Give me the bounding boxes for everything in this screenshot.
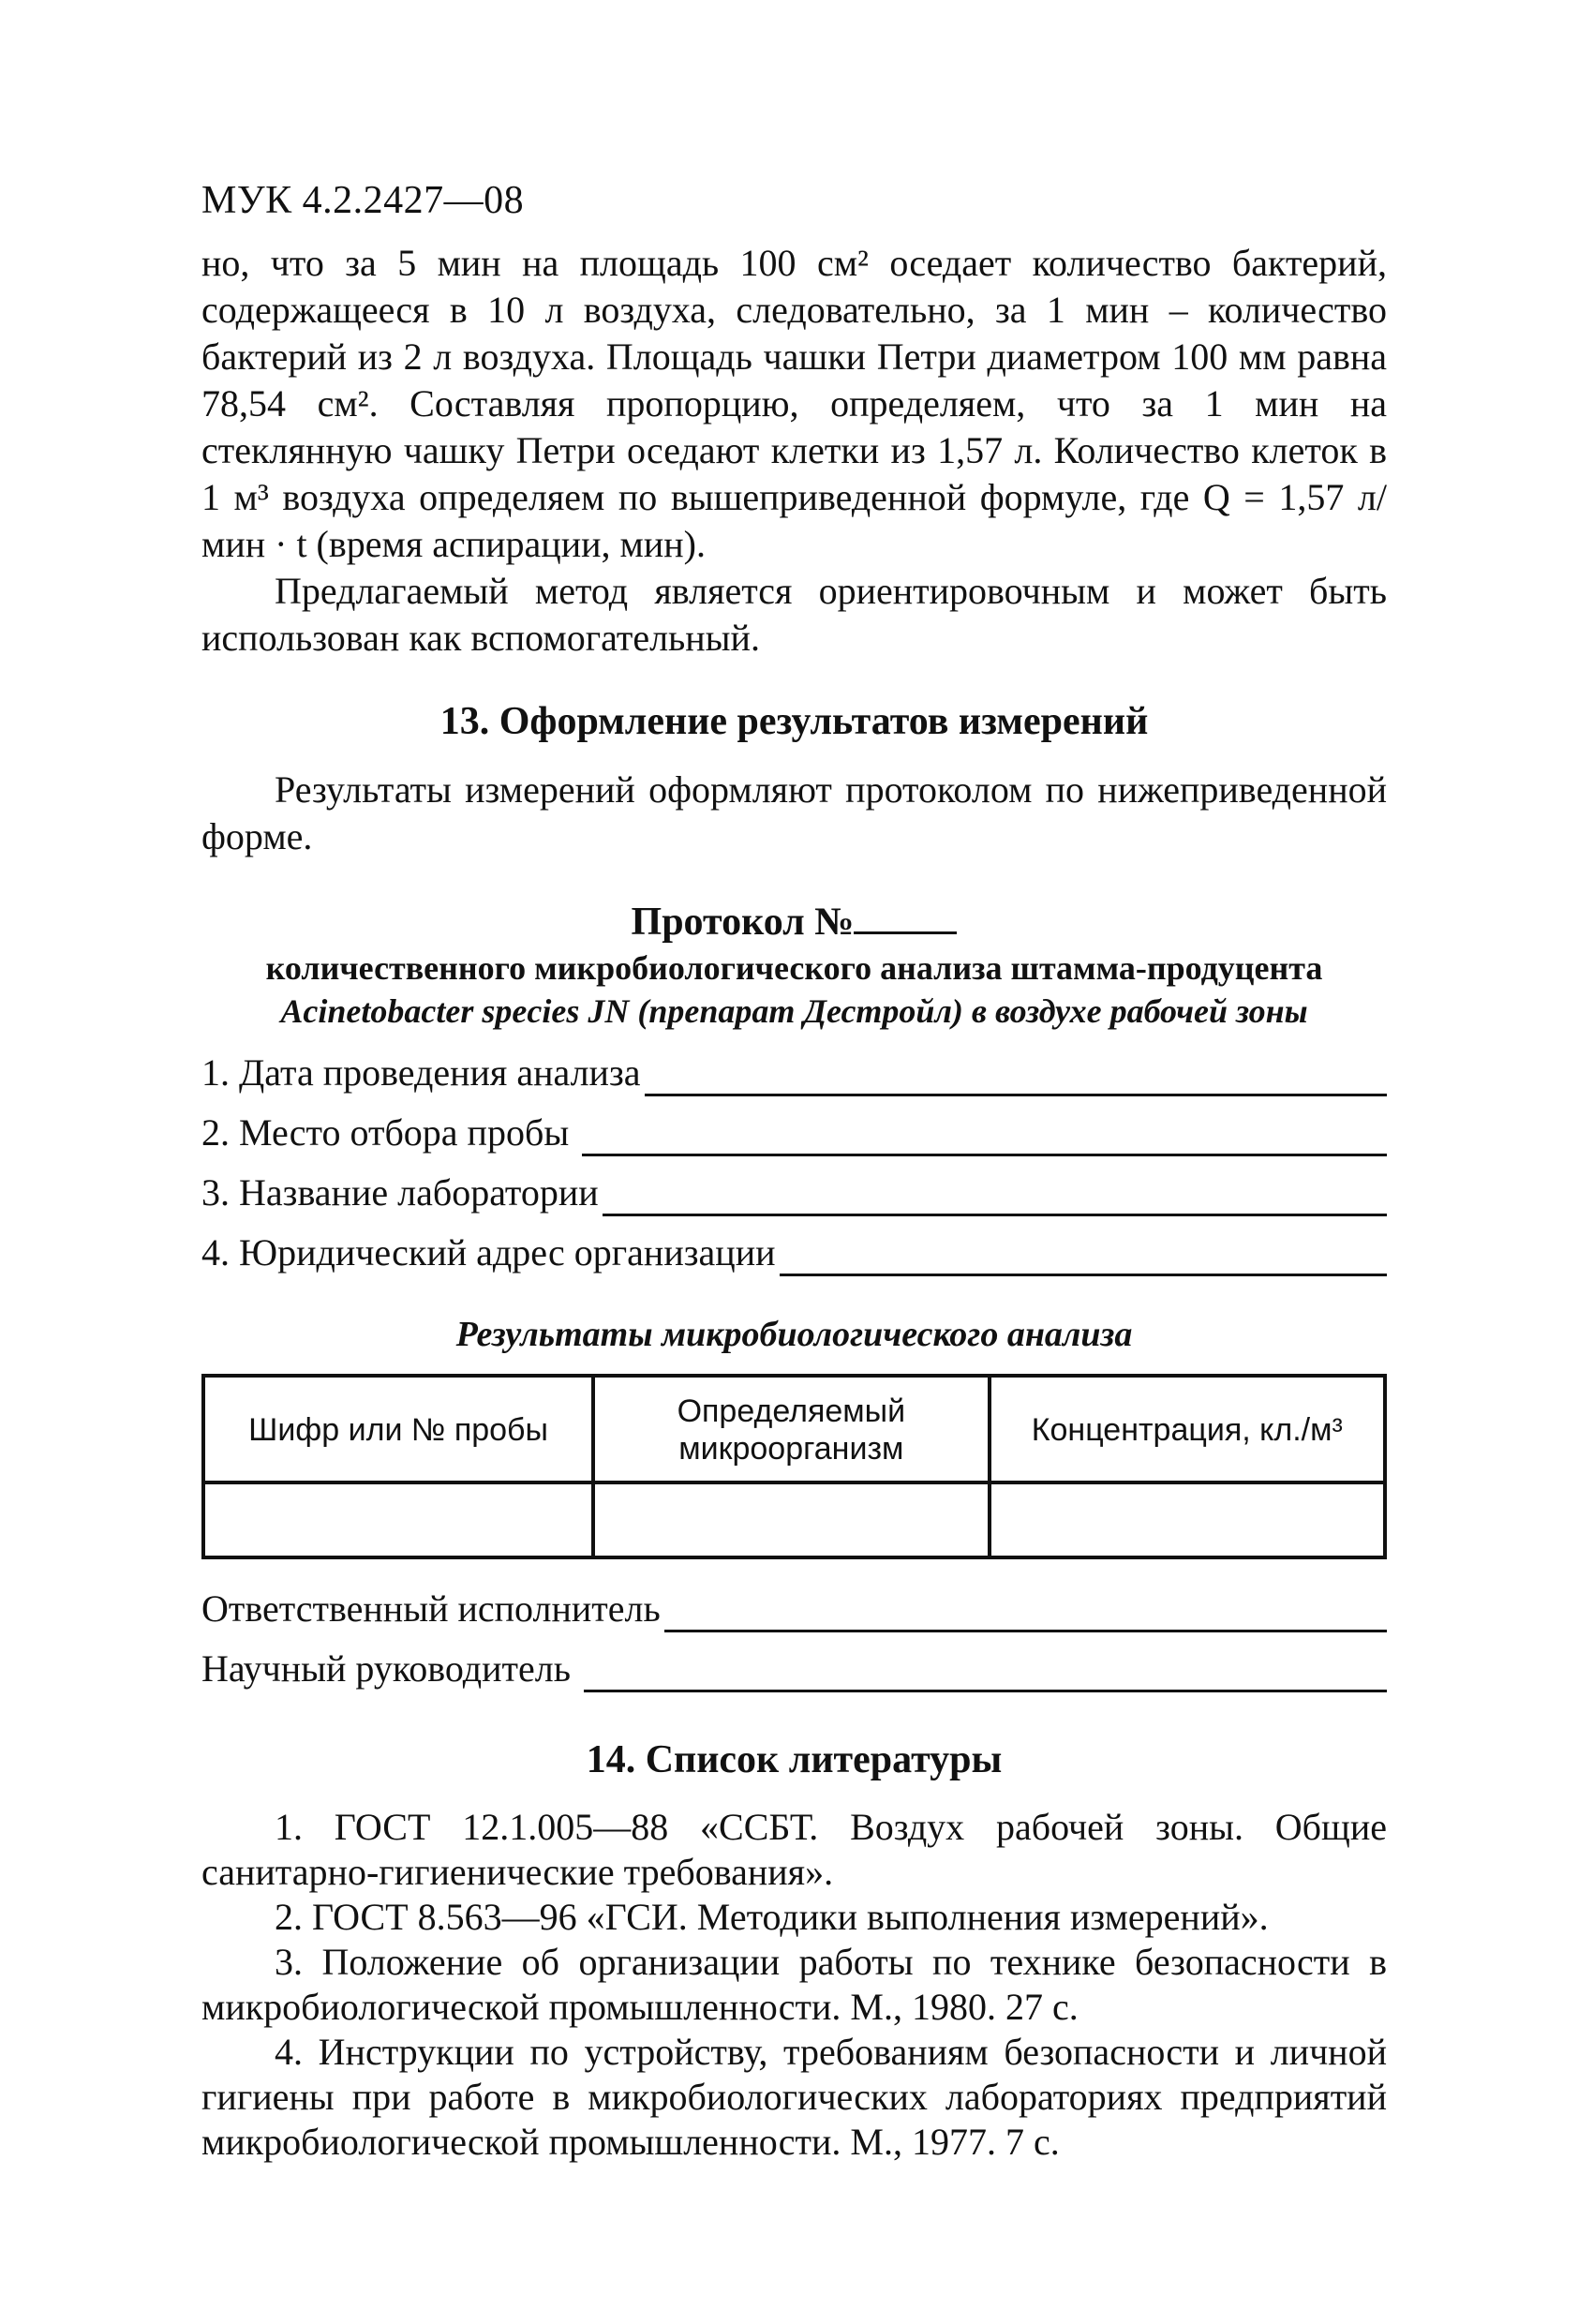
references-list	[201, 1805, 1387, 2165]
protocol-subtitle: количественного микробиологического анализа штамма-продуцента	[265, 949, 1323, 987]
fill-line	[645, 1058, 1387, 1096]
protocol-fields	[201, 1050, 1387, 1276]
field-analysis-date	[201, 1050, 1387, 1096]
table-row	[203, 1482, 1385, 1557]
field-label: 3. Название лаборатории	[201, 1171, 599, 1214]
table-header-row	[203, 1376, 1385, 1482]
field-sampling-place	[201, 1110, 1387, 1156]
field-scientific-supervisor	[201, 1646, 1387, 1692]
fill-line	[780, 1238, 1388, 1276]
column-header-microorganism: Определяемый микроорганизм	[593, 1376, 989, 1482]
field-lab-name	[201, 1169, 1387, 1216]
section-13-heading: 13. Оформление результатов измерений	[439, 700, 1149, 743]
document-page	[201, 178, 1387, 2165]
protocol-title	[201, 898, 1387, 946]
field-org-address	[201, 1229, 1387, 1276]
results-caption: Результаты микробиологического анализа	[455, 1315, 1133, 1354]
list-item: 4. Инструкции по устройству, требованиям безопасности и личной гигиены при работе в микробиологических лабораториях предприятий микробиологической промышленности. М., 1977. 7 с.	[201, 2031, 1387, 2163]
paragraph-method-note: Предлагаемый метод является ориентировочным и может быть использован как вспомогательный.	[201, 570, 1387, 659]
protocol-subtitle-italic: Acinetobacter species JN (препарат Дестройл) в воздухе рабочей зоны	[280, 992, 1308, 1030]
section-13-text: Результаты измерений оформляют протоколом по нижеприведенной форме.	[201, 768, 1387, 857]
field-label: 4. Юридический адрес организации	[201, 1231, 776, 1274]
fill-line	[603, 1178, 1387, 1216]
field-label: 2. Место отбора пробы	[201, 1111, 570, 1154]
field-label: Ответственный исполнитель	[201, 1587, 661, 1630]
results-table	[201, 1374, 1387, 1559]
section-14-heading: 14. Список литературы	[586, 1738, 1003, 1781]
field-label: 1. Дата проведения анализа	[201, 1051, 641, 1094]
table-cell	[990, 1482, 1385, 1557]
paragraph-method-calc: но, что за 5 мин на площадь 100 см² оседает количество бактерий, содержащееся в 10 л воздуха, следовательно, за 1 мин – количество бактерий из 2 л воздуха. Площадь чашки Петри диаметром 100 мм равна 78,54 см². Составляя пропорцию, определяем, что за 1 мин на стеклянную чашку Петри оседают клетки из 1,57 л. Количество клеток в 1 м³ воздуха определяем по вышеприведенной формуле, где Q = 1,57 л/мин · t (время аспирации, мин).	[201, 242, 1387, 565]
field-responsible-executor	[201, 1586, 1387, 1632]
list-item: 1. ГОСТ 12.1.005—88 «ССБТ. Воздух рабочей зоны. Общие санитарно-гигиенические требования».	[201, 1806, 1387, 1893]
fill-line	[664, 1594, 1387, 1632]
document-code-header: МУК 4.2.2427—08	[201, 179, 525, 222]
fill-line	[582, 1118, 1387, 1156]
protocol-title-text: Протокол №	[631, 901, 855, 944]
list-item: 3. Положение об организации работы по технике безопасности в микробиологической промышленности. М., 1980. 27 с.	[201, 1941, 1387, 2028]
table-cell	[203, 1482, 593, 1557]
signature-block	[201, 1586, 1387, 1692]
list-item: 2. ГОСТ 8.563—96 «ГСИ. Методики выполнения измерений».	[275, 1896, 1269, 1938]
column-header-sample-code: Шифр или № пробы	[203, 1376, 593, 1482]
fill-line	[584, 1654, 1387, 1692]
protocol-number-blank	[854, 903, 957, 934]
table-cell	[593, 1482, 989, 1557]
field-label: Научный руководитель	[201, 1647, 571, 1690]
protocol-title-block	[201, 898, 1387, 1033]
column-header-concentration: Концентрация, кл./м³	[990, 1376, 1385, 1482]
